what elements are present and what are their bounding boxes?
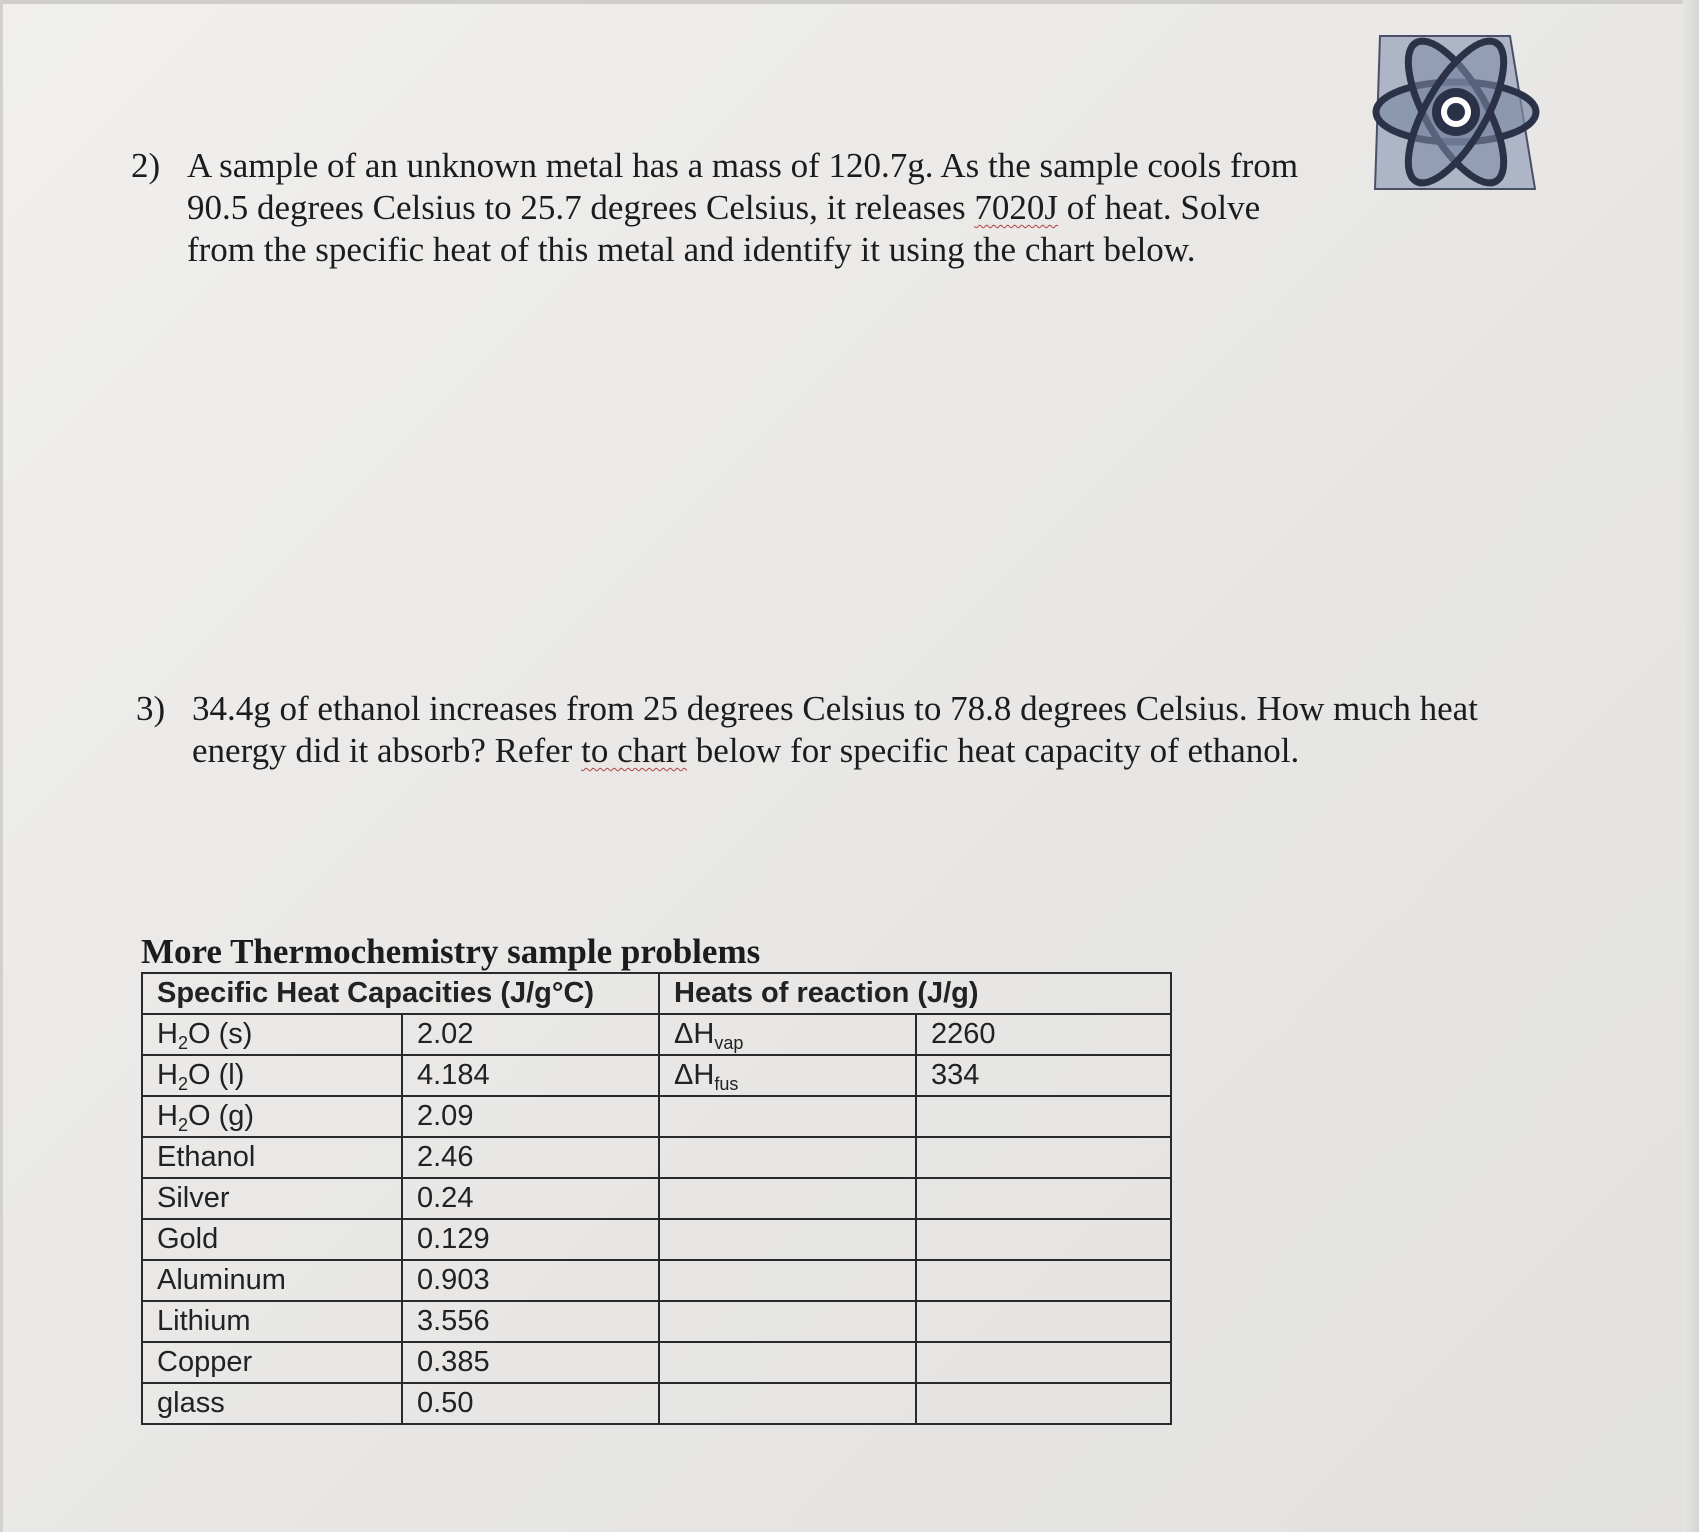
substance-cell: Copper <box>142 1342 402 1383</box>
empty-cell <box>659 1137 916 1178</box>
specific-heat-table <box>141 972 1172 1425</box>
value-cell: 0.385 <box>402 1342 659 1383</box>
value-cell: 0.129 <box>402 1219 659 1260</box>
table-row <box>142 1301 1171 1342</box>
value-cell: 2.02 <box>402 1014 659 1055</box>
table-row <box>142 1096 1171 1137</box>
empty-cell <box>659 1219 916 1260</box>
empty-cell <box>659 1096 916 1137</box>
paper-edge-right <box>1683 0 1699 1532</box>
value-cell: 0.24 <box>402 1178 659 1219</box>
problem-2-line-2: 90.5 degrees Celsius to 25.7 degrees Celsius, it releases 7020J of heat. Solve <box>187 188 1261 227</box>
empty-cell <box>659 1178 916 1219</box>
problem-2-line-3: from the specific heat of this metal and identify it using the chart below. <box>187 230 1196 269</box>
table-row <box>142 1178 1171 1219</box>
problem-2 <box>131 145 1381 285</box>
substance-cell: $H_2O$ (l) <box>142 1055 402 1096</box>
value-cell: 0.50 <box>402 1383 659 1424</box>
header-heats-of-reaction: Heats of reaction (J/g) <box>659 973 1171 1014</box>
table-row <box>142 1342 1171 1383</box>
empty-cell <box>916 1096 1171 1137</box>
substance-cell: Gold <box>142 1219 402 1260</box>
header-specific-heat: Specific Heat Capacities (J/g°C) <box>142 973 659 1014</box>
value-cell: 3.556 <box>402 1301 659 1342</box>
table-row <box>142 1383 1171 1424</box>
table-row <box>142 1219 1171 1260</box>
table-row <box>142 1260 1171 1301</box>
problem-3-line-2: energy did it absorb? Refer to chart below for specific heat capacity of ethanol. <box>192 731 1300 770</box>
table-header-row <box>142 973 1171 1014</box>
substance-cell: Silver <box>142 1178 402 1219</box>
empty-cell <box>916 1342 1171 1383</box>
empty-cell <box>659 1342 916 1383</box>
spellcheck-mark: to chart <box>581 731 688 770</box>
problem-3-line-1: 34.4g of ethanol increases from 25 degrees Celsius to 78.8 degrees Celsius. How much heat <box>192 689 1478 728</box>
reaction-value-cell: 334 <box>916 1055 1171 1096</box>
empty-cell <box>916 1301 1171 1342</box>
table-row <box>142 1137 1171 1178</box>
empty-cell <box>916 1260 1171 1301</box>
value-cell: 2.46 <box>402 1137 659 1178</box>
reaction-value-cell: 2260 <box>916 1014 1171 1055</box>
table-row <box>142 1014 1171 1055</box>
empty-cell <box>916 1383 1171 1424</box>
atom-logo-icon <box>1370 14 1542 204</box>
section-title: More Thermochemistry sample problems <box>141 932 761 971</box>
reaction-cell: $\Delta H_{vap}$ <box>659 1014 916 1055</box>
empty-cell <box>916 1178 1171 1219</box>
substance-cell: $H_2O$ (s) <box>142 1014 402 1055</box>
empty-cell <box>659 1260 916 1301</box>
paper-edge-top <box>0 0 1699 4</box>
empty-cell <box>916 1219 1171 1260</box>
value-cell: 2.09 <box>402 1096 659 1137</box>
empty-cell <box>916 1137 1171 1178</box>
value-cell: 4.184 <box>402 1055 659 1096</box>
problem-2-line-1: A sample of an unknown metal has a mass of 120.7g. As the sample cools from <box>187 146 1299 185</box>
problem-3-number: 3) <box>136 689 166 728</box>
empty-cell <box>659 1301 916 1342</box>
spellcheck-mark: 7020J <box>974 188 1058 227</box>
substance-cell: Lithium <box>142 1301 402 1342</box>
substance-cell: Ethanol <box>142 1137 402 1178</box>
empty-cell <box>659 1383 916 1424</box>
problem-3 <box>136 688 1536 788</box>
substance-cell: Aluminum <box>142 1260 402 1301</box>
table-row <box>142 1055 1171 1096</box>
substance-cell: glass <box>142 1383 402 1424</box>
paper-edge-left <box>0 0 3 1532</box>
substance-cell: $H_2O$ (g) <box>142 1096 402 1137</box>
reaction-cell: $\Delta H_{fus}$ <box>659 1055 916 1096</box>
problem-2-number: 2) <box>131 146 161 185</box>
value-cell: 0.903 <box>402 1260 659 1301</box>
